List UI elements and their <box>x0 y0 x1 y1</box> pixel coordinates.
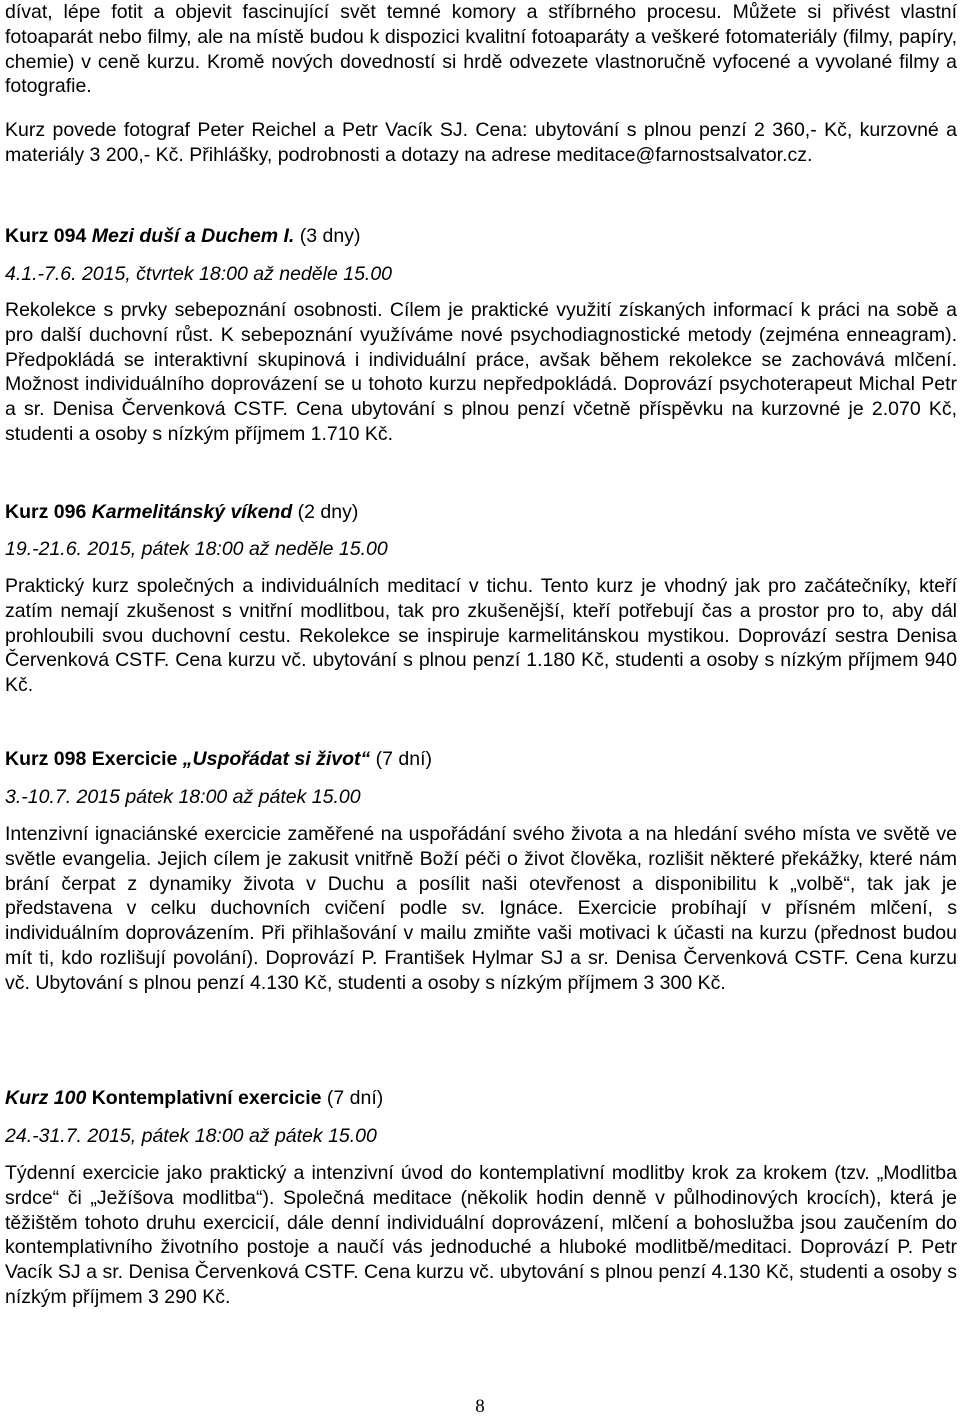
course-096-code: Kurz 096 <box>5 501 87 523</box>
course-098-code: Kurz 098 <box>5 748 87 770</box>
course-100-duration: (7 dní) <box>326 1087 384 1109</box>
course-094-date: 4.1.-7.6. 2015, čtvrtek 18:00 až neděle 15.00 <box>5 263 393 285</box>
course-096-title: Karmelitánský víkend <box>91 501 293 523</box>
course-094-title: Mezi duší a Duchem I. <box>91 225 295 247</box>
course-100-heading <box>5 1086 383 1111</box>
course-096-description: Praktický kurz společných a individuálních meditací v tichu. Tento kurz je vhodný jak pro začátečníky, kteří zatím nemají zkušenost s vnitřní modlitbou, tak pro zkušenější, kteří potřebují čas a prostor pro to, aby dál prohloubili svou duchovní cestu. Rekolekce se inspiruje karmelitánskou mystikou. Doprovází sestra Denisa Červenková CSTF. Cena kurzu vč. ubytování s plnou penzí 1.180 Kč, studenti a osoby s nízkým příjmem 940 Kč. <box>5 575 957 697</box>
page-number: 8 <box>475 1396 485 1417</box>
course-096-heading <box>5 500 358 525</box>
course-098-title: „Uspořádat si život“ <box>182 748 371 770</box>
course-094-duration: (3 dny) <box>299 225 361 247</box>
course-100-description: Týdenní exercicie jako praktický a intenzivní úvod do kontemplativní modlitby krok za krokem (tzv. „Modlitba srdce“ či „Ježíšova modlitba“). Společná meditace (několik hodin denně v půlhodinových krocích), která je těžištěm tohoto druhu exercicií, dále denní individuální doprovázení, mlčení a bohoslužba jsou zaučením do kontemplativního životního postoje a naučí vás jednoduché a hluboké modlitbě/meditaci. Doprovází P. Petr Vacík SJ a sr. Denisa Červenková CSTF. Cena kurzu vč. ubytování s plnou penzí 4.130 Kč, studenti a osoby s nízkým příjmem 3 290 Kč. <box>5 1162 957 1308</box>
course-098-date: 3.-10.7. 2015 pátek 18:00 až pátek 15.00 <box>5 786 361 808</box>
course-098-title-prefix: Exercicie <box>91 748 178 770</box>
course-100-title: Kontemplativní exercicie <box>91 1087 322 1109</box>
course-100-code: Kurz 100 <box>5 1087 87 1109</box>
course-098-duration: (7 dní) <box>375 748 433 770</box>
course-096-date: 19.-21.6. 2015, pátek 18:00 až neděle 15.00 <box>5 538 388 560</box>
course-096-duration: (2 dny) <box>297 501 359 523</box>
intro-paragraph-2: Kurz povede fotograf Peter Reichel a Petr Vacík SJ. Cena: ubytování s plnou penzí 2 360,- Kč, kurzovné a materiály 3 200,- Kč. Přihlášky, podrobnosti a dotazy na adrese meditace@farnostsalvator.cz. <box>5 119 957 166</box>
course-098-description: Intenzivní ignaciánské exercicie zaměřené na uspořádání svého života a na hledání svého místa ve světě ve světle evangelia. Jejich cílem je zakusit vnitřně Boží péči o život člověka, rozlišit některé překážky, které nám brání čerpat z dynamiky života v Duchu a posílit naši otevřenost a disponibilitu k „volbě“, tak jak je představena v celku duchovních cvičení podle sv. Ignáce. Exercicie probíhají v přísném mlčení, s individuálním doprovázením. Při přihlašování v mailu zmiňte vaši motivaci k účasti na kurzu (přednost budou mít ti, kdo rozlišují povolání). Doprovází P. František Hylmar SJ a sr. Denisa Červenková CSTF. Cena kurzu vč. Ubytování s plnou penzí 4.130 Kč, studenti a osoby s nízkým příjmem 3 300 Kč. <box>5 823 957 994</box>
course-098-heading <box>5 747 432 772</box>
course-094-description: Rekolekce s prvky sebepoznání osobnosti. Cílem je praktické využití získaných informací k práci na sobě a pro další duchovní růst. K sebepoznání využíváme nové psychodiagnostické metody (zejména enneagram). Předpokládá se interaktivní skupinová i individuální práce, avšak během rekolekce se zachovává mlčení. Možnost individuálního doprovázení se u tohoto kurzu nepředpokládá. Doprovází psychoterapeut Michal Petr a sr. Denisa Červenková CSTF. Cena ubytování s plnou penzí včetně příspěvku na kurzovné je 2.070 Kč, studenti a osoby s nízkým příjmem 1.710 Kč. <box>5 299 957 445</box>
intro-paragraph-1: dívat, lépe fotit a objevit fascinující svět temné komory a stříbrného procesu. Můžete si přivést vlastní fotoaparát nebo filmy, ale na místě budou k dispozici kvalitní fotoaparáty a veškeré fotomateriály (filmy, papíry, chemie) v ceně kurzu. Kromě nových dovedností si hrdě odvezete vlastnoručně vyfocené a vyvolané filmy a fotografie. <box>5 1 957 98</box>
course-100-date: 24.-31.7. 2015, pátek 18:00 až pátek 15.00 <box>5 1125 377 1147</box>
course-094-code: Kurz 094 <box>5 225 87 247</box>
course-094-heading <box>5 224 360 249</box>
